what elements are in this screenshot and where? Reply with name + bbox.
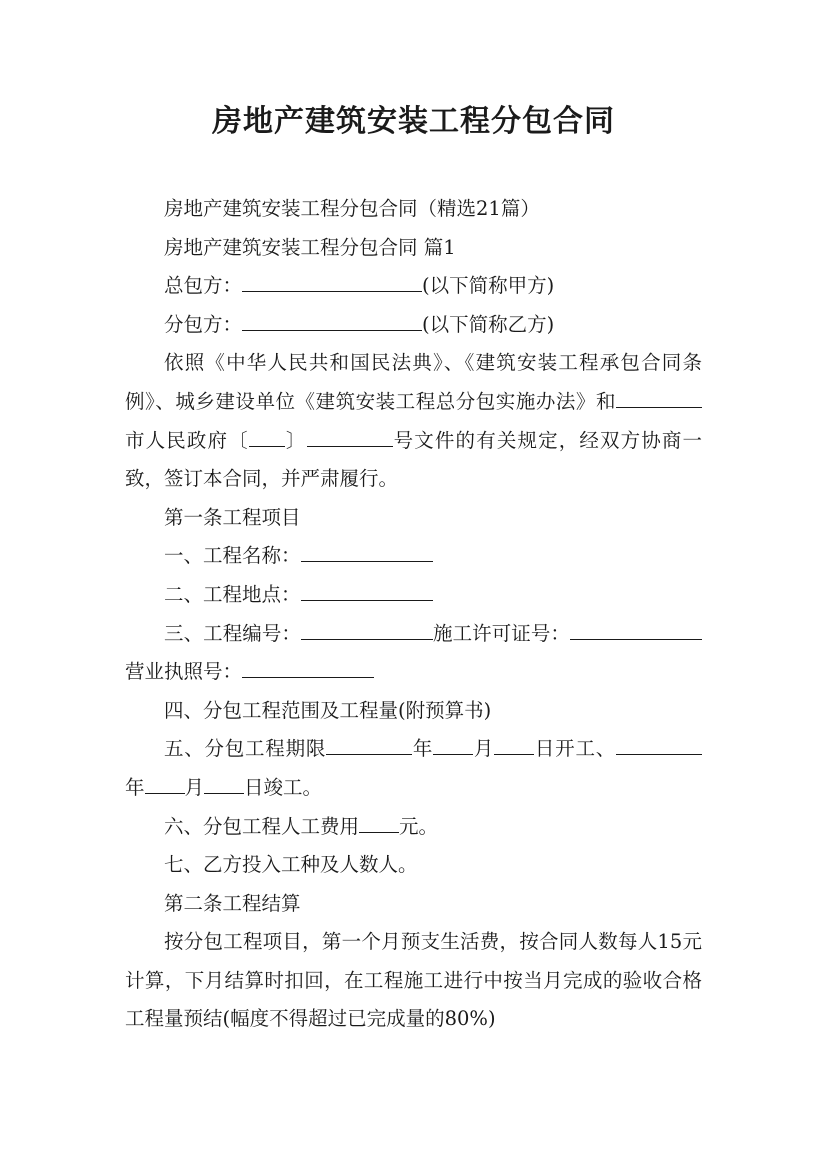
item-5-line [125,730,702,807]
item-3-label: 三、工程编号： [164,621,301,645]
item-5-blank-year [326,735,412,755]
item-5-blank-month [433,735,473,755]
item-2-blank [301,581,433,601]
item-5-end-text: 日竣工。 [244,775,323,799]
party-b-suffix: (以下简称乙方) [422,312,555,336]
party-a-blank [242,272,422,292]
basis-blank-2 [249,427,285,447]
document-body [125,190,702,1039]
permit-label: 施工许可证号： [432,621,570,645]
item-5-blank-year-2 [616,735,702,755]
item-1-blank [301,542,433,562]
item-3-blank-2 [570,620,702,640]
item-3-blank-3 [242,658,374,678]
license-label: 营业执照号： [125,660,243,684]
basis-text-4: 号文件的有关规定，经双方协商一致，签订本合同，并严肃履行。 [125,428,702,491]
item-5-month-text: 月 [473,737,495,761]
heading-selected: 房地产建筑安装工程分包合同（精选21篇） [164,197,540,220]
settlement-paragraph: 按分包工程项目，第一个月预支生活费，按合同人数每人15元计算，下月结算时扣回，在工程施工进行中按当月完成的验收合格工程量预结(幅度不得超过已完成量的80%) [125,930,702,1031]
item-6-unit: 元。 [399,814,439,838]
basis-blank-1 [616,388,702,408]
item-5-month-text-2: 月 [184,775,205,799]
party-a-suffix: (以下简称甲方) [422,274,555,298]
item-7-line: 七、乙方投入工种及人数人。 [164,853,418,877]
item-5-year-text: 年 [412,737,434,761]
item-3-blank-1 [301,620,433,640]
item-5-blank-day [494,735,534,755]
item-2-line [125,576,702,615]
item-6-blank [359,813,399,833]
basis-text-3: 〕 [284,428,307,452]
party-b-blank [242,311,422,331]
basis-blank-3 [307,427,393,447]
item-6-line [125,808,702,847]
basis-text-1: 依照《中华人民共和国民法典》、《建筑安装工程承包合同条例》、城乡建设单位《建筑安装工程总分包实施办法》和 [125,351,702,413]
article-2-heading: 第二条工程结算 [164,891,301,915]
item-5-blank-month-2 [145,774,185,794]
article-1-heading: 第一条工程项目 [164,505,301,529]
document-title: 房地产建筑安装工程分包合同 [212,104,615,139]
basis-text-2: 市人民政府〔 [125,428,249,452]
item-2-label: 二、工程地点： [164,582,301,606]
party-a-line [125,267,702,306]
party-a-label: 总包方： [164,274,243,298]
item-3-line [125,615,702,692]
item-1-label: 一、工程名称： [164,544,301,568]
item-6-label: 六、分包工程人工费用 [164,814,360,838]
item-5-label: 五、分包工程期限 [164,737,327,761]
party-b-label: 分包方： [164,312,243,336]
item-5-start-text: 日开工、 [534,737,616,761]
item-1-line [125,537,702,576]
item-4-line: 四、分包工程范围及工程量(附预算书) [164,698,492,722]
item-5-blank-day-2 [204,774,244,794]
item-5-year-text-2: 年 [125,775,145,799]
basis-paragraph [125,344,702,498]
party-b-line [125,306,702,345]
heading-part: 房地产建筑安装工程分包合同 篇1 [164,235,456,259]
